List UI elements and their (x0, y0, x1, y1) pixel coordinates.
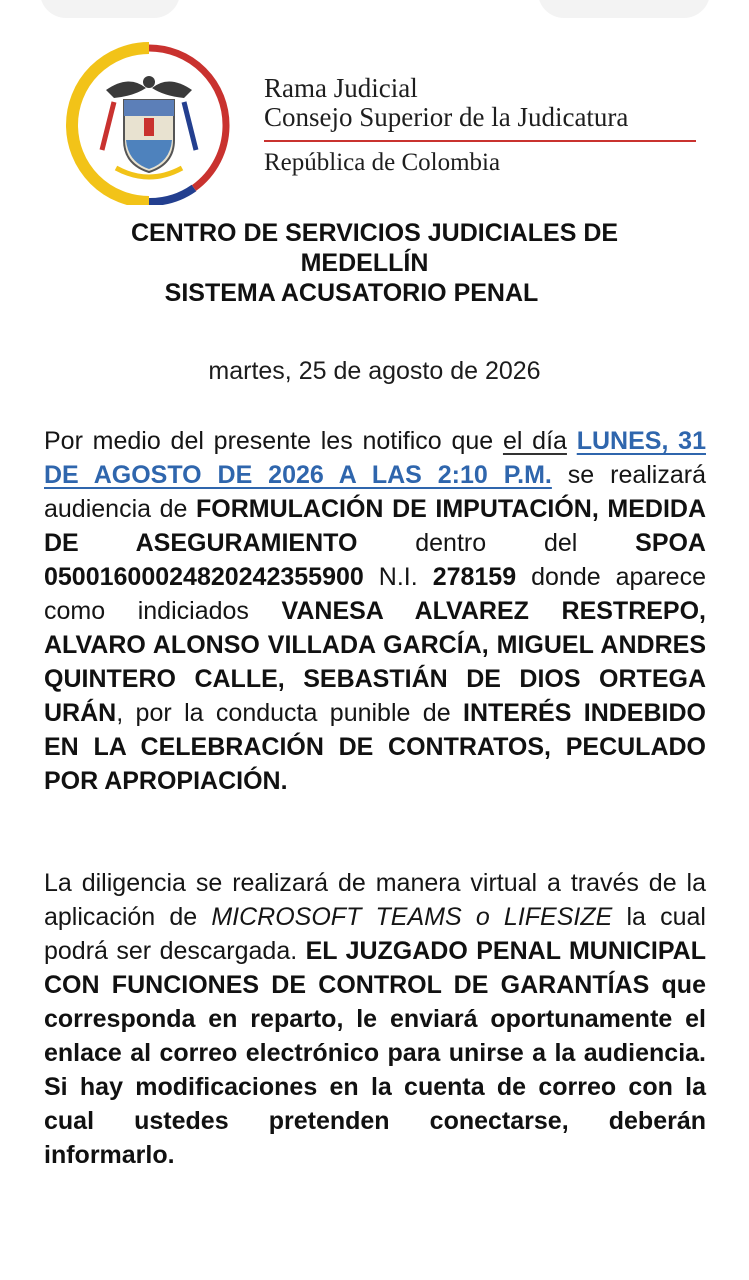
accused-names: VANESA ALVAREZ RESTREPO, ALVARO ALONSO VILLADA GARCÍA, MIGUEL ANDRES QUINTERO CALLE, SEBASTIÁN DE DIOS ORTEGA URÁN (44, 597, 706, 727)
org-divider (264, 140, 696, 142)
notice-text-4: donde aparece como indiciados (44, 563, 706, 625)
coat-of-arms-logo (54, 40, 244, 205)
document-date: martes, 25 de agosto de 2026 (208, 357, 541, 385)
letterhead (54, 40, 714, 210)
org-line-rama: Rama Judicial (264, 73, 418, 103)
organization-name (264, 74, 696, 177)
truncated-text-line (44, 1259, 69, 1280)
cut-off-paragraph (44, 1256, 706, 1280)
title-line-3: SISTEMA ACUSATORIO PENAL (164, 279, 539, 307)
spoa-number: SPOA 05001600024820242355900 (44, 529, 706, 591)
crime-description: INTERÉS INDEBIDO EN LA CELEBRACIÓN DE CONTRATOS, PECULADO POR APROPIACIÓN. (44, 699, 706, 795)
notice-text-1: se realizará audiencia de (44, 461, 706, 523)
court-name: EL JUZGADO PENAL MUNICIPAL CON FUNCIONES DE CONTROL DE GARANTÍAS (44, 937, 706, 999)
notification-paragraph (44, 424, 706, 798)
hearing-date-link[interactable]: LUNES, 31 DE AGOSTO DE 2026 A LAS 2:10 P.M. (44, 427, 706, 489)
document-title (0, 218, 749, 308)
intro-text: Por medio del presente les notifico que (44, 427, 503, 455)
message-bubble-edge (538, 0, 710, 18)
virtual-text-1: La diligencia se realizará de manera virtual a través de la aplicación de (44, 869, 706, 931)
org-line-country: República de Colombia (264, 149, 501, 176)
el-dia-text: el día (502, 427, 567, 455)
title-line-2: MEDELLÍN (300, 249, 429, 277)
message-bubble-edge (40, 0, 180, 18)
title-line-1: CENTRO DE SERVICIOS JUDICIALES DE (130, 219, 619, 247)
ni-number: 278159 (432, 563, 517, 591)
org-line-consejo: Consejo Superior de la Judicatura (264, 102, 629, 132)
app-names: MICROSOFT TEAMS o LIFESIZE (211, 903, 613, 931)
notice-text-5: , por la conducta punible de (116, 699, 464, 727)
virtual-text-3: que corresponda en reparto, le enviará oportunamente el enlace al correo electrónico para unirse a la audiencia. Si hay modificaciones en la cuenta de correo con la cual ustedes pretenden conectarse, deberán informarlo. (44, 971, 706, 1169)
notice-text-2: dentro del (357, 529, 636, 557)
virtual-text-2: la cual podrá ser descargada. (44, 903, 706, 965)
rama-judicial-seal-icon (54, 40, 244, 205)
virtual-hearing-paragraph (44, 866, 706, 1172)
hearing-type: FORMULACIÓN DE IMPUTACIÓN, MEDIDA DE ASEGURAMIENTO (44, 495, 706, 557)
notice-text-3: N.I. (363, 563, 433, 591)
